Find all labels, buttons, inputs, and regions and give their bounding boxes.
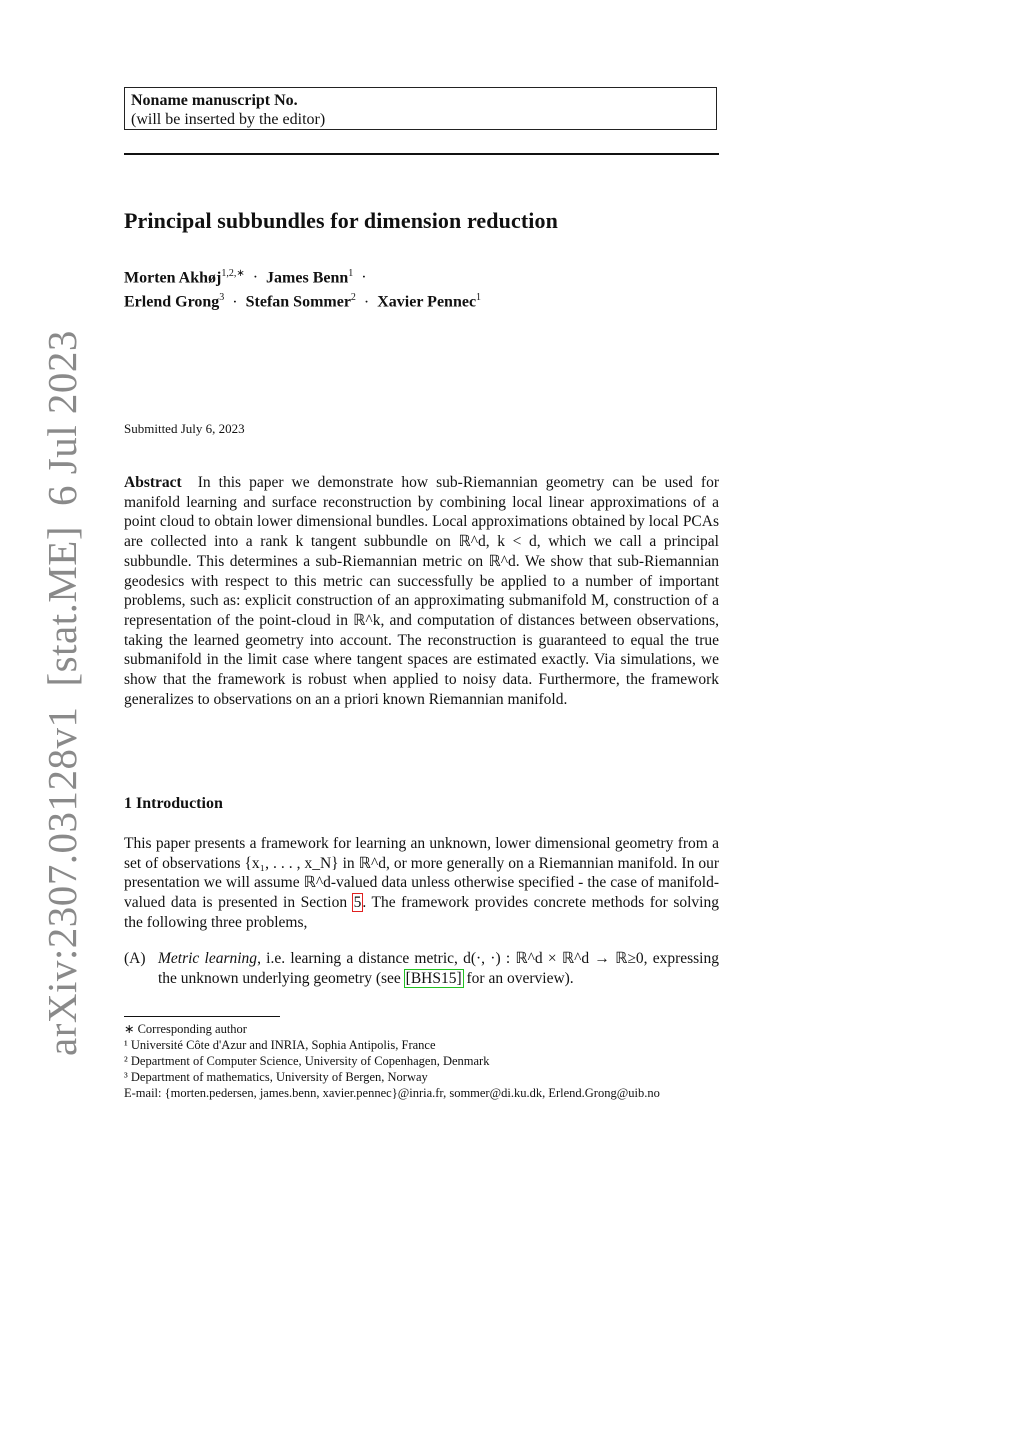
abstract-text: In this paper we demonstrate how sub-Riemannian geometry can be used for manifold learning and surface reconstruction by combining local linear approximations of a point cloud to obtain lower dimensional bundles. Local approximations obtained by local PCAs are collected into a rank k tangent subbundle on ℝ^d, k < d, which we call a principal subbundle. This determines a sub-Riemannian metric on ℝ^d. We show that sub-Riemannian geodesics with respect to this metric can successfully be applied to a number of important problems, such as: explicit construction of an approximating submanifold M, construction of a representation of the point-cloud in ℝ^k, and computation of distances between observations, taking the learned geometry into account. The reconstruction is guaranteed to equal the true submanifold in the limit case where tangent spaces are estimated exactly. Via simulations, we show that the framework is robust when applied to noisy data. Furthermore, the framework generalizes to observations on an a priori known Riemannian manifold. — [124, 474, 720, 708]
citation-link[interactable]: [BHS15] — [405, 969, 462, 987]
author-affiliation: 1 — [476, 292, 482, 304]
author-list: Morten Akhøj$^{1,2,∗}$ · James Benn$^1$ · Erlend Grong$^3$ · Stefan Sommer$^2$ · Xavier Pennec$^1$ — [124, 268, 482, 311]
intro-text-a: This paper presents a framework for learning an unknown, lower dimensional geometry from a set of observations {x₁, . . . , x_N} in ℝ^d, or more generally on a Riemannian manifold. In our presentation we will assume ℝ^d-valued data unless otherwise specified - the case of manifold-valued data is presented in Section — [124, 835, 719, 912]
problem-list-item — [124, 949, 719, 988]
arxiv-id: arXiv:2307.03128v1 — [39, 706, 85, 1056]
abstract — [124, 473, 719, 709]
abstract-heading: Abstract — [124, 474, 182, 491]
arxiv-date: 6 Jul 2023 — [39, 330, 85, 506]
list-item-term: Metric learning — [158, 950, 258, 967]
section-reference-link[interactable]: 5 — [353, 894, 362, 912]
footnote-affiliation-3: ³ Department of mathematics, University of Bergen, Norway — [124, 1070, 428, 1084]
author-name: James Benn — [266, 269, 349, 287]
author-affiliation: 2 — [350, 292, 356, 304]
author-affiliation: 1,2,∗ — [221, 268, 245, 279]
editor-note: (will be inserted by the editor) — [131, 111, 326, 128]
author-name: Morten Akhøj — [124, 269, 222, 287]
manuscript-header-box — [124, 87, 717, 130]
author-name: Xavier Pennec — [377, 293, 477, 311]
footnote-corresponding: ∗ Corresponding author — [124, 1022, 247, 1036]
author-affiliation: 3 — [219, 292, 225, 304]
footnote-affiliation-2: ² Department of Computer Science, University of Copenhagen, Denmark — [124, 1054, 490, 1068]
footnotes — [124, 1021, 719, 1101]
intro-text-b: . The framework provides concrete methods for solving the following three problems, — [124, 894, 719, 931]
section-heading: 1 Introduction — [124, 795, 223, 812]
footnote-affiliation-1: ¹ Université Côte d'Azur and INRIA, Sophia Antipolis, France — [124, 1038, 436, 1052]
list-item-text-b: for an overview). — [462, 969, 574, 987]
arxiv-watermark — [38, 310, 86, 1056]
author-affiliation: 1 — [348, 268, 354, 279]
author-name: Stefan Sommer — [245, 293, 351, 311]
author-name: Erlend Grong — [124, 293, 220, 311]
footnote-email: E-mail: {morten.pedersen, james.benn, xavier.pennec}@inria.fr, sommer@di.ku.dk, Erlend.Grong@uib.no — [124, 1086, 660, 1100]
header-rule — [124, 153, 719, 155]
manuscript-number: Noname manuscript No. — [131, 92, 298, 109]
footnote-rule — [124, 1016, 280, 1017]
intro-paragraph — [124, 834, 719, 933]
list-item-label: (A) — [124, 950, 146, 967]
arxiv-category: [stat.ME] — [39, 526, 85, 687]
submission-date: Submitted July 6, 2023 — [124, 421, 245, 436]
list-item-text-a: , i.e. learning a distance metric, d(·, ·) : ℝ^d × ℝ^d → ℝ≥0, expressing the unknown underlying geometry (see — [158, 950, 719, 987]
paper-title: Principal subbundles for dimension reduction — [124, 208, 558, 233]
